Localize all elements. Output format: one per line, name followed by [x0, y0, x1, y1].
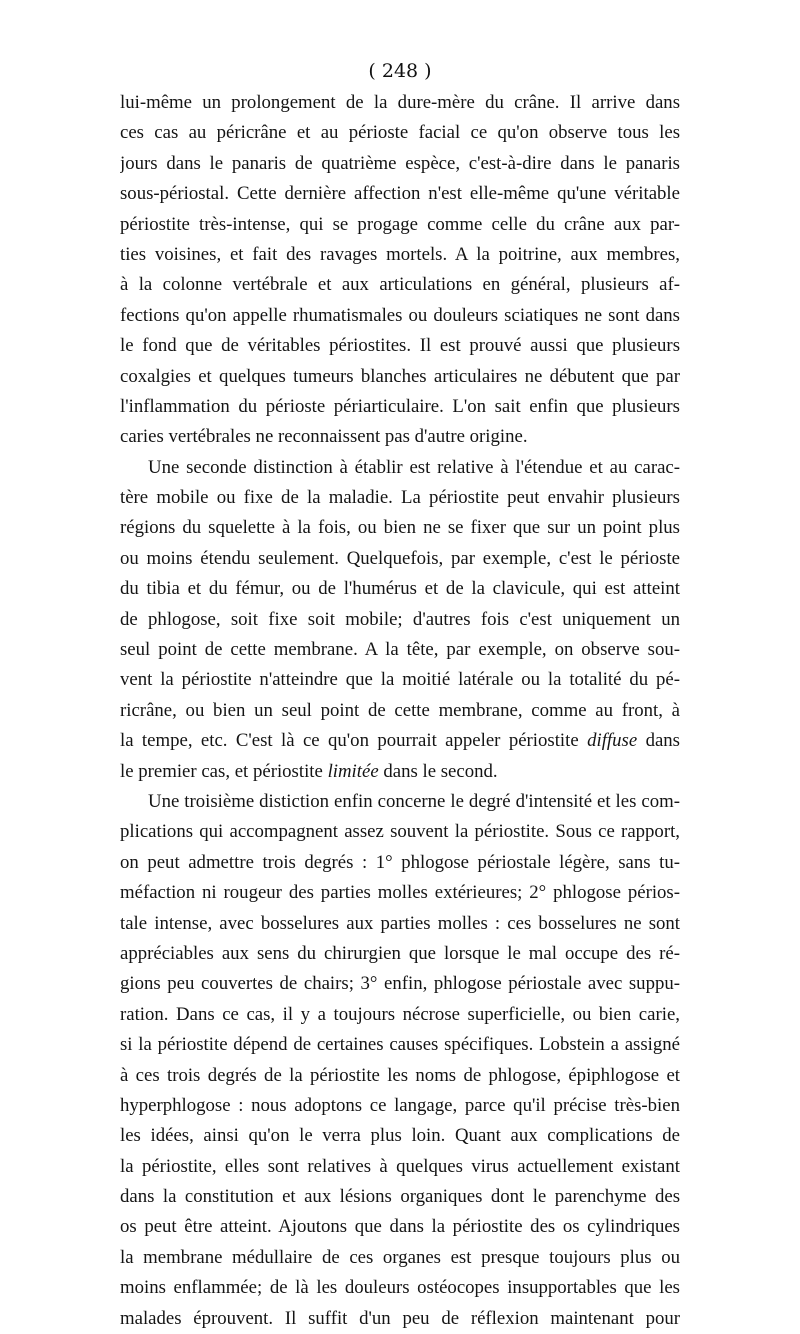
emphasized-term: limitée	[327, 760, 379, 782]
text-line: coxalgies et quelques tumeurs blanches articulaires ne débutent que par	[120, 365, 680, 387]
text-line: l'inflammation du périoste périarticulaire. L'on sait enfin que plusieurs	[120, 395, 680, 417]
body-text	[120, 88, 680, 1334]
text-line: sous-périostal. Cette dernière affection n'est elle-même qu'une véritable	[120, 183, 680, 205]
text-line: tale intense, avec bosselures aux parties molles : ces bosselures ne sont	[120, 912, 680, 934]
text-line: on peut admettre trois degrés : 1° phlogose périostale légère, sans tu-	[120, 851, 680, 873]
text-line: si la périostite dépend de certaines causes spécifiques. Lobstein a assigné	[120, 1034, 680, 1056]
text-line: la périostite, elles sont relatives à quelques virus actuellement existant	[120, 1155, 680, 1177]
text-line: Une troisième distiction enfin concerne le degré d'intensité et les com-	[148, 790, 680, 812]
text-line: dans la constitution et aux lésions organiques dont le parenchyme des	[120, 1186, 680, 1208]
text-line: ration. Dans ce cas, il y a toujours nécrose superficielle, ou bien carie,	[120, 1003, 680, 1025]
text-line: le fond que de véritables périostites. Il est prouvé aussi que plusieurs	[120, 335, 680, 357]
text-line: méfaction ni rougeur des parties molles extérieures; 2° phlogose périos-	[120, 882, 680, 904]
text-line: tère mobile ou fixe de la maladie. La périostite peut envahir plusieurs	[120, 487, 680, 509]
text-line: ou moins étendu seulement. Quelquefois, par exemple, c'est le périoste	[120, 547, 680, 569]
text-line: malades éprouvent. Il suffit d'un peu de réflexion maintenant pour	[120, 1307, 680, 1329]
text-line: à la colonne vertébrale et aux articulations en général, plusieurs af-	[120, 274, 680, 296]
text-line: ces cas au péricrâne et au périoste facial ce qu'on observe tous les	[120, 122, 680, 144]
text-line: moins enflammée; de là les douleurs ostéocopes insupportables que les	[120, 1277, 680, 1299]
text-line: gions peu couvertes de chairs; 3° enfin, phlogose périostale avec suppu-	[120, 973, 680, 995]
text-line: du tibia et du fémur, ou de l'humérus et de la clavicule, qui est atteint	[120, 578, 680, 600]
text-line: caries vertébrales ne reconnaissent pas d'autre origine.	[120, 426, 528, 448]
text-line: régions du squelette à la fois, ou bien ne se fixer que sur un point plus	[120, 517, 680, 539]
text-line: les idées, ainsi qu'on le verra plus loin. Quant aux complications de	[120, 1125, 680, 1147]
text-line: Une seconde distinction à établir est relative à l'étendue et au carac-	[148, 456, 680, 478]
text-line: le premier cas, et périostite limitée dans le second.	[120, 760, 498, 782]
text-line: ricrâne, ou bien un seul point de cette membrane, comme au front, à	[120, 699, 680, 721]
text-line: appréciables aux sens du chirurgien que lorsque le mal occupe des ré-	[120, 942, 680, 964]
text-line: à ces trois degrés de la périostite les noms de phlogose, épiphlogose et	[120, 1064, 680, 1086]
page-number: ( 248 )	[368, 60, 432, 82]
text-line: hyperphlogose : nous adoptons ce langage, parce qu'il précise très-bien	[120, 1094, 680, 1116]
text-line: lui-même un prolongement de la dure-mère du crâne. Il arrive dans	[120, 92, 680, 113]
text-line: fections qu'on appelle rhumatismales ou douleurs sciatiques ne sont dans	[120, 304, 680, 326]
text-line: ties voisines, et fait des ravages mortels. A la poitrine, aux membres,	[120, 243, 680, 265]
text-line: os peut être atteint. Ajoutons que dans la périostite des os cylindriques	[120, 1216, 680, 1238]
text-line: la tempe, etc. C'est là ce qu'on pourrait appeler périostite diffuse dans	[120, 730, 680, 752]
text-line: jours dans le panaris de quatrième espèce, c'est-à-dire dans le panaris	[120, 152, 680, 174]
text-line: plications qui accompagnent assez souvent la périostite. Sous ce rapport,	[120, 821, 680, 843]
text-line: périostite très-intense, qui se progage comme celle du crâne aux par-	[120, 213, 680, 235]
emphasized-term: diffuse	[587, 730, 638, 752]
text-line: de phlogose, soit fixe soit mobile; d'autres fois c'est uniquement un	[120, 608, 680, 630]
text-line: vent la périostite n'atteindre que la moitié latérale ou la totalité du pé-	[120, 669, 680, 691]
text-line: la membrane médullaire de ces organes est presque toujours plus ou	[120, 1246, 680, 1268]
text-line: seul point de cette membrane. A la tête, par exemple, on observe sou-	[120, 639, 680, 661]
